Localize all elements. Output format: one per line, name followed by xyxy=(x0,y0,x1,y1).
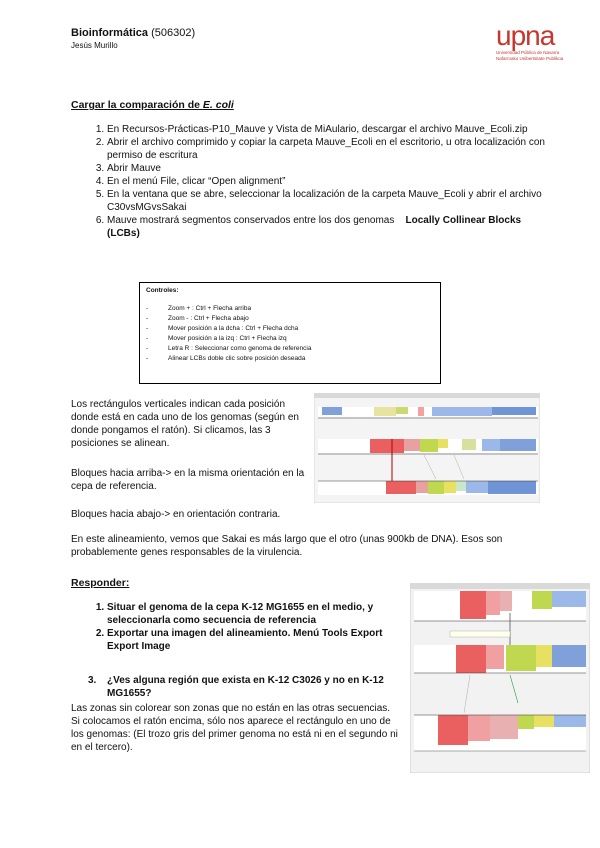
control-item: - Mover posición a la izq : Ctrl + Flecha izq xyxy=(146,335,287,342)
logo-word: upna xyxy=(496,20,555,51)
question-text: ¿Ves alguna región que exista en K-12 C3026 y no en K-12 MG1655? xyxy=(107,675,384,699)
question-item: 2. Exportar una imagen del alineamiento. Menú Tools Export Export Image xyxy=(107,627,407,653)
lcb-term: Locally Collinear Blocks (LCBs) xyxy=(107,215,522,239)
question-item: 1. Situar el genoma de la cepa K-12 MG1655 en el medio, y seleccionarla como secuencia de referencia xyxy=(107,601,407,627)
author-name: Jesús Murillo xyxy=(71,41,118,50)
controls-title: Controles: xyxy=(146,287,179,294)
step-item: 1. En Recursos-Prácticas-P10_Mauve y Vista de MiAulario, descargar el archivo Mauve_Ecoli.zip xyxy=(107,123,547,136)
step-item: 2. Abrir el archivo comprimido y copiar la carpeta Mauve_Ecoli en el escritorio, u otra localización con permiso de escritura xyxy=(107,136,547,162)
control-item: - Mover posición a la dcha : Ctrl + Flecha dcha xyxy=(146,325,299,332)
logo-subtitle-1: Universidad Pública de Navarra xyxy=(496,50,560,55)
controls-list xyxy=(146,304,311,364)
section-title-load xyxy=(71,99,234,111)
course-code: (506302) xyxy=(151,27,196,39)
answer-paragraph: Las zonas sin colorear son zonas que no están en las otras secuencias. Si colocamos el ratón encima, sólo nos aparece el rectángulo en uno de los genomas: (El trozo gris del primer genoma no está ni en el segundo ni en el tercero). xyxy=(71,703,398,753)
control-item: - Zoom - : Ctrl + Flecha abajo xyxy=(146,315,249,322)
instruction-steps xyxy=(88,123,547,240)
logo-subtitle-2: Nafarroako Unibertsitate Publikoa xyxy=(496,56,564,61)
university-logo xyxy=(496,22,566,66)
step-item: 3. Abrir Mauve xyxy=(107,162,547,175)
mauve-screenshot-2 xyxy=(410,583,590,773)
step-item: 6. Mauve mostrará segmentos conservados entre los dos genomas Locally Collinear Blocks (LCBs) xyxy=(107,214,547,240)
controls-box xyxy=(139,282,441,384)
step-item: 5. En la ventana que se abre, seleccionar la localización de la carpeta Mauve_Ecoli y abrir el archivo C30vsMGvsSakai xyxy=(107,188,547,214)
step-item: 4. En el menú File, clicar “Open alignment” xyxy=(107,175,547,188)
course-name: Bioinformática xyxy=(71,27,149,39)
control-item: - Alinear LCBs doble clic sobre posición deseada xyxy=(146,355,306,362)
control-item: - Letra R : Seleccionar como genoma de referencia xyxy=(146,345,312,352)
section-title-prefix: Cargar la comparación de xyxy=(71,99,203,111)
paragraph-vertical-rectangles: Los rectángulos verticales indican cada posición donde está en cada uno de los genomas (según en donde pongamos el ratón). Si clicamos, las 3 posiciones se alinean. xyxy=(71,399,299,449)
section-title-species: E. coli xyxy=(202,99,234,111)
mauve-screenshot-1 xyxy=(314,393,540,503)
paragraph-sakai: En este alineamiento, vemos que Sakai es más largo que el otro (unas 900kb de DNA). Esos son probablemente genes responsables de la virulencia. xyxy=(71,534,503,558)
section-title-respond: Responder: xyxy=(71,577,130,589)
question-list xyxy=(88,601,407,653)
control-item: - Zoom + : Ctrl + Flecha arriba xyxy=(146,305,252,312)
paragraph-blocks-up: Bloques hacia arriba-> en la misma orientación en la cepa de referencia. xyxy=(71,468,305,492)
question-number: 3. xyxy=(88,675,97,686)
paragraph-blocks-down: Bloques hacia abajo-> en orientación contraria. xyxy=(71,509,281,520)
document-header-title xyxy=(71,27,195,39)
